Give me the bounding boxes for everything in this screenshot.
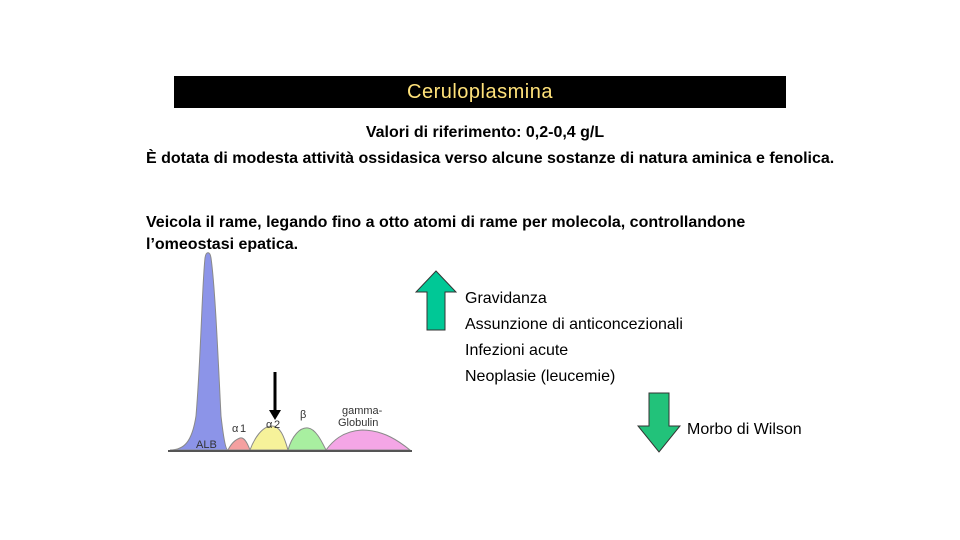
list-item: Neoplasie (leucemie) xyxy=(465,368,616,385)
gamma-label-line1: gamma- xyxy=(342,405,383,417)
description-paragraph-2: Veicola il rame, legando fino a otto atomi di rame per molecola, controllandone l’omeostasi epatica. xyxy=(146,214,746,252)
slide-title: Ceruloplasmina xyxy=(174,76,786,108)
decrease-arrow-icon xyxy=(637,392,681,454)
increase-arrow-icon xyxy=(415,270,457,332)
list-item: Assunzione di anticoncezionali xyxy=(465,316,683,333)
decrease-cause: Morbo di Wilson xyxy=(687,421,802,438)
gamma-label-line2: Globulin xyxy=(338,417,379,429)
albumin-label: ALB xyxy=(196,439,217,451)
reference-values: Valori di riferimento: 0,2-0,4 g/L xyxy=(365,124,605,141)
list-item: Gravidanza xyxy=(465,290,547,307)
alpha2-label-number: 2 xyxy=(274,419,281,431)
increase-causes-list xyxy=(465,286,683,390)
list-item: Infezioni acute xyxy=(465,342,569,359)
beta-band xyxy=(288,428,326,450)
gamma-band xyxy=(326,430,410,450)
alpha2-label-symbol: α xyxy=(266,419,273,431)
alpha1-label-number: 1 xyxy=(240,423,247,435)
beta-label: β xyxy=(300,409,307,421)
alpha1-label-symbol: α xyxy=(232,423,239,435)
description-paragraph-1: È dotata di modesta attività ossidasica verso alcune sostanze di natura aminica e fenolica. xyxy=(146,150,835,167)
albumin-peak xyxy=(170,253,228,450)
serum-electrophoresis-graph xyxy=(140,246,420,456)
alpha1-band xyxy=(228,438,250,450)
